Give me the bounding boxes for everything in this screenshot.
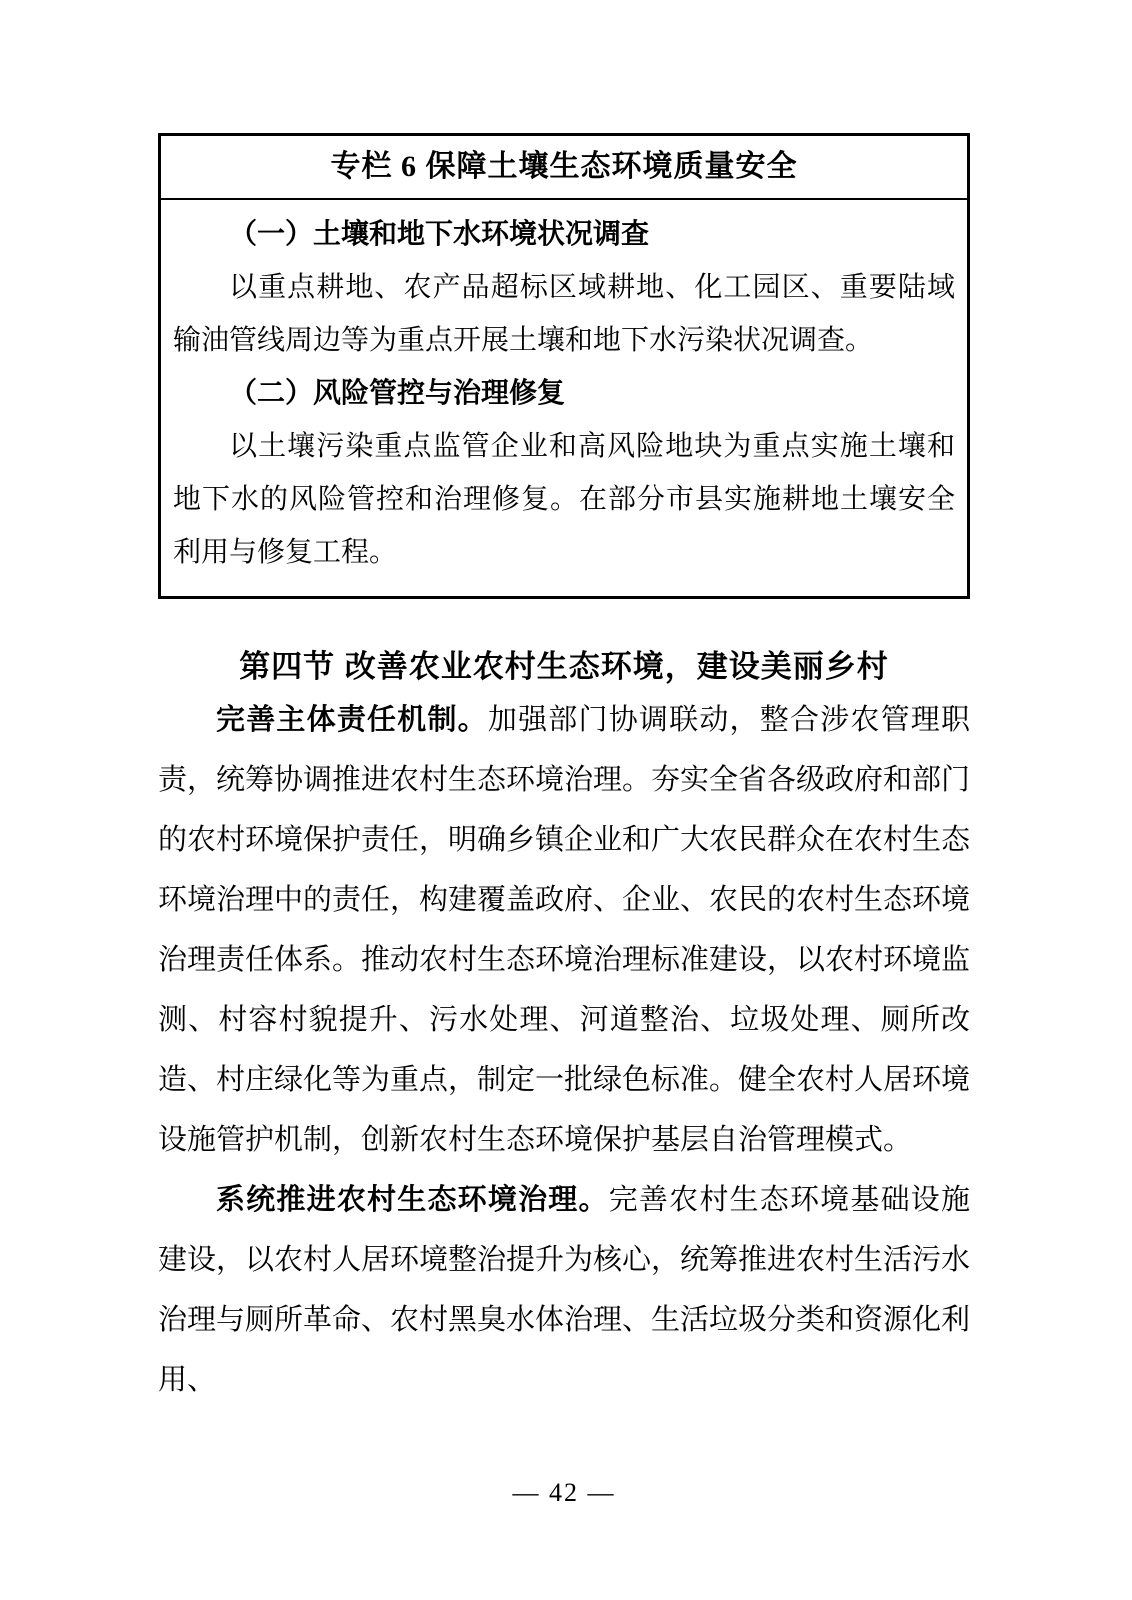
box-section-1-heading: （一）土壤和地下水环境状况调查 — [229, 219, 650, 250]
paragraph-2-lead: 系统推进农村生态环境治理。 — [216, 1184, 609, 1216]
callout-box-content — [161, 200, 967, 596]
box-section-2-heading: （二）风险管控与治理修复 — [229, 378, 566, 409]
footer-page-number: — 42 — — [512, 1478, 616, 1507]
paragraph-2-text: 完善农村生态环境基础设施建设，以农村人居环境整治提升为核心，统筹推进农村生活污水治理与厕所革命、农村黑臭水体治理、生活垃圾分类和资源化利用、 — [158, 1184, 971, 1396]
paragraph-2 — [158, 1170, 970, 1410]
paragraph-1-text: 加强部门协调联动，整合涉农管理职责，统筹协调推进农村生态环境治理。夯实全省各级政府和部门的农村环境保护责任，明确乡镇企业和广大农民群众在农村生态环境治理中的责任，构建覆盖政府、企业、农民的农村生态环境治理责任体系。推动农村生态环境治理标准建设，以农村环境监测、村容村貌提升、污水处理、河道整治、垃圾处理、厕所改造、村庄绿化等为重点，制定一批绿色标准。健全农村人居环境设施管护机制，创新农村生态环境保护基层自治管理模式。 — [158, 704, 971, 1156]
section-heading: 第四节 改善农业农村生态环境，建设美丽乡村 — [239, 649, 889, 684]
paragraph-1 — [158, 690, 970, 1170]
box-section-1-body: 以重点耕地、农产品超标区域耕地、化工园区、重要陆域输油管线周边等为重点开展土壤和地下水污染状况调查。 — [173, 272, 955, 356]
callout-box — [158, 133, 970, 599]
box-section-2-body: 以土壤污染重点监管企业和高风险地块为重点实施土壤和地下水的风险管控和治理修复。在部分市县实施耕地土壤安全利用与修复工程。 — [173, 431, 955, 568]
paragraph-1-lead: 完善主体责任机制。 — [216, 704, 488, 736]
callout-box-title: 专栏 6 保障土壤生态环境质量安全 — [161, 136, 967, 200]
